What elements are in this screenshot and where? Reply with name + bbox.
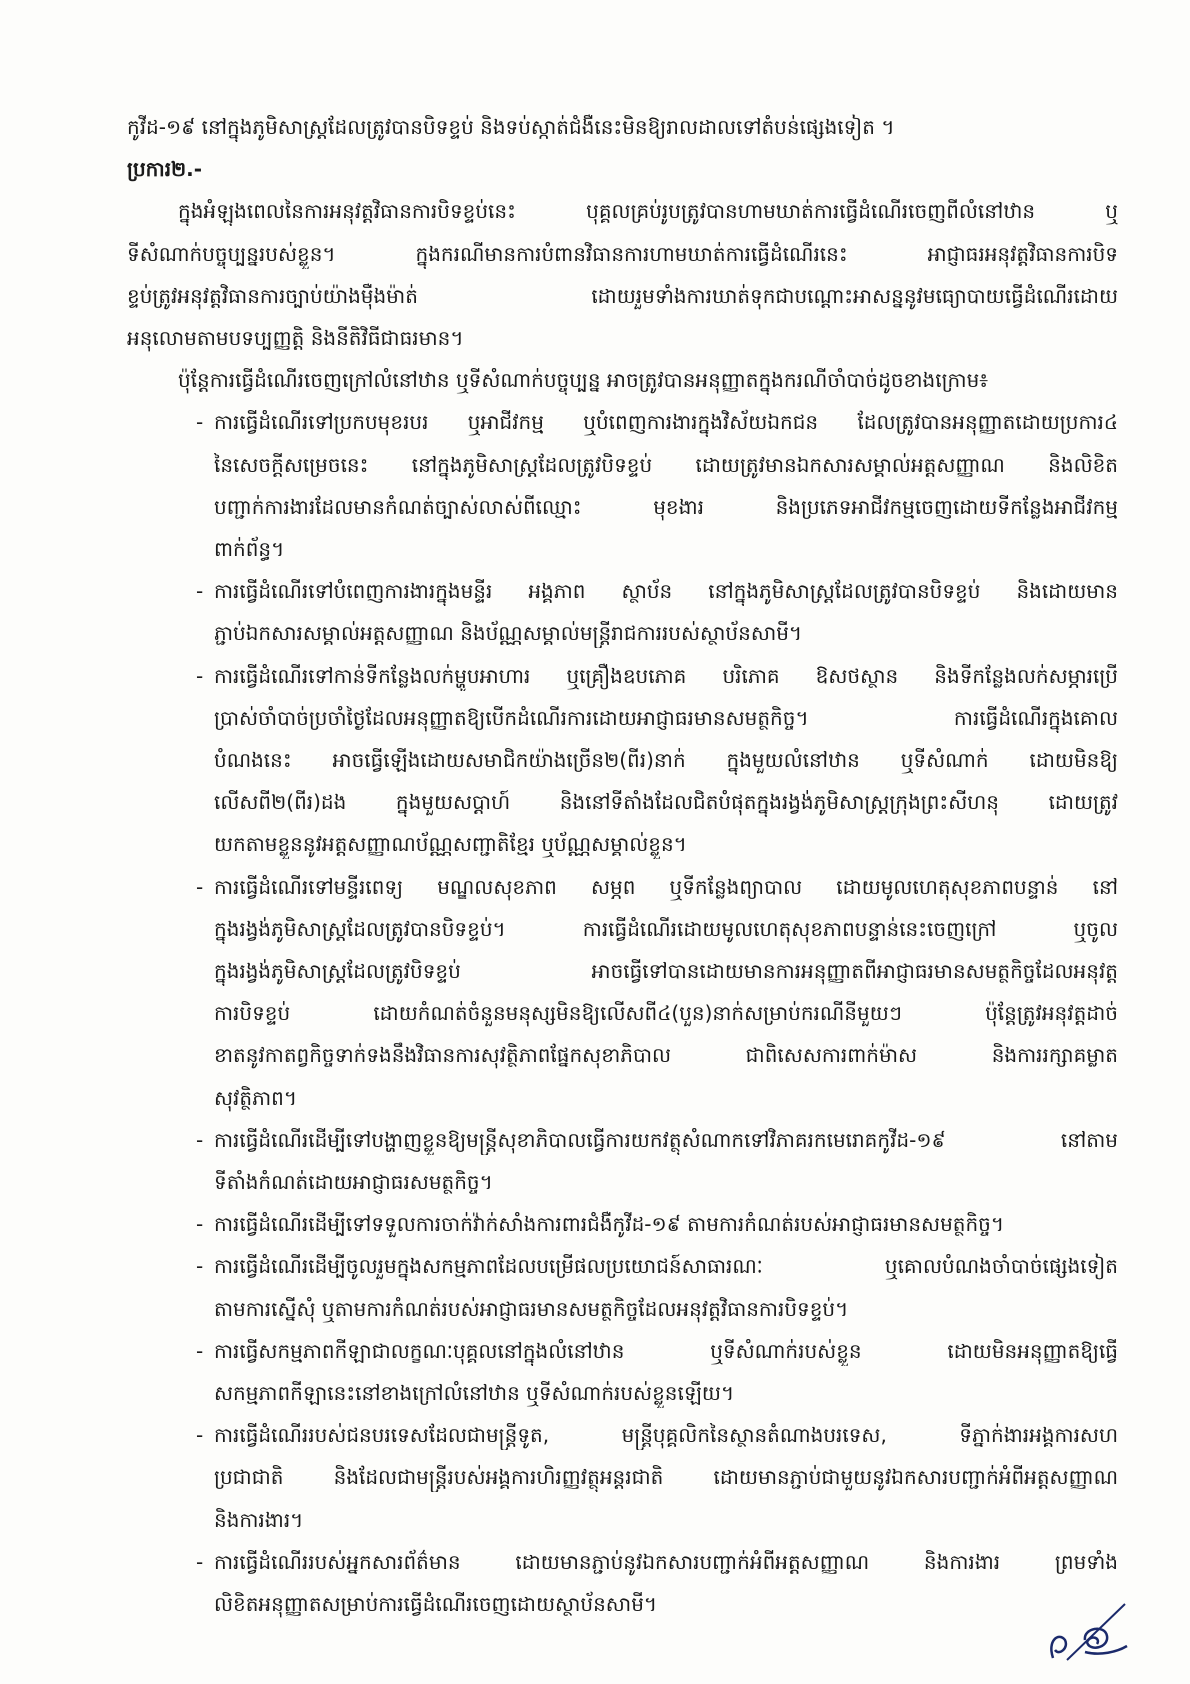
article-heading: ប្រការ២.-: [127, 157, 203, 182]
text-line: សុវត្ថិភាព។: [214, 1085, 298, 1110]
bullet-dash: -: [196, 1338, 204, 1363]
text-line: ប្រាស់ចាំបាច់ប្រចាំថ្ងៃដែលអនុញ្ញាតឱ្យបើកដំណើរការដោយអាជ្ញាធរមានសមត្ថកិច្ច។ ការធ្វើដំណើរក្នុងគោល: [214, 705, 1118, 730]
bullet-dash: -: [196, 1423, 204, 1448]
text-line: ការធ្វើដំណើររបស់ជនបរទេសដែលជាមន្ត្រីទូត, មន្ត្រីបុគ្គលិកនៃស្ថានតំណាងបរទេស, ទីភ្នាក់ងារអង្គការសហ: [214, 1423, 1118, 1448]
text-line: ការបិទខ្ទប់ ដោយកំណត់ចំនួនមនុស្សមិនឱ្យលើសពី៤(បួន)នាក់សម្រាប់ករណីនីមួយៗ ប៉ុន្តែត្រូវអនុវត្តដាច់: [214, 1001, 1118, 1026]
text-line: ប៉ុន្តែការធ្វើដំណើរចេញក្រៅលំនៅឋាន ឬទីសំណាក់បច្ចុប្បន្ន អាចត្រូវបានអនុញ្ញាតក្នុងករណីចាំបាច់ដូចខាងក្រោម៖: [178, 368, 989, 393]
text-line: ការធ្វើដំណើរទៅមន្ទីរពេទ្យ មណ្ឌលសុខភាព សម្ភព ឬទីកន្លែងព្យាបាល ដោយមូលហេតុសុខភាពបន្ទាន់ នៅ: [214, 874, 1118, 899]
text-line: សកម្មភាពកីឡានេះនៅខាងក្រៅលំនៅឋាន ឬទីសំណាក់របស់ខ្លួនឡើយ។: [214, 1381, 735, 1405]
text-line: លើសពី២(ពីរ)ដង ក្នុងមួយសប្ដាហ៍ និងនៅទីតាំងដែលជិតបំផុតក្នុងរង្វង់ភូមិសាស្ត្រក្រុងព្រះសីហនុ ដោយត្រូវ: [214, 790, 1118, 815]
text-line: អនុលោមតាមបទប្បញ្ញត្តិ និងនីតិវិធីជាធរមាន។: [127, 326, 464, 350]
bullet-dash: -: [196, 410, 204, 435]
bullet-dash: -: [196, 1127, 204, 1152]
text-line: កូវីដ-១៩ នៅក្នុងភូមិសាស្ត្រដែលត្រូវបានបិទខ្ទប់ និងទប់ស្កាត់ជំងឺនេះមិនឱ្យរាលដាលទៅតំបន់ផ្សេងទៀត ។: [127, 115, 895, 139]
bullet-dash: -: [196, 874, 204, 899]
handwritten-signature: [1045, 1600, 1135, 1665]
text-line: ការធ្វើដំណើរទៅបំពេញការងារក្នុងមន្ទីរ អង្គភាព ស្ថាប័ន នៅក្នុងភូមិសាស្ត្រដែលត្រូវបានបិទខ្ទប់ និងដោយមាន: [214, 579, 1118, 604]
bullet-dash: -: [196, 663, 204, 688]
text-line: និងការងារ។: [214, 1507, 304, 1532]
text-line: ខ្ទប់ត្រូវអនុវត្តវិធានការច្បាប់យ៉ាងម៉ឺងម៉ាត់ ដោយរួមទាំងការឃាត់ទុកជាបណ្ដោះអាសន្ននូវមធ្យោបាយធ្វើដំណើរដោយ: [127, 283, 1118, 308]
text-line: ការធ្វើដំណើរដើម្បីចូលរួមក្នុងសកម្មភាពដែលបម្រើផលប្រយោជន៍សាធារណៈ ឬគោលបំណងចាំបាច់ផ្សេងទៀត: [214, 1254, 1118, 1279]
text-line: តាមការស្នើសុំ ឬតាមការកំណត់របស់អាជ្ញាធរមានសមត្ថកិច្ចដែលអនុវត្តវិធានការបិទខ្ទប់។: [214, 1296, 849, 1321]
bullet-dash: -: [196, 579, 204, 604]
text-line: ទីសំណាក់បច្ចុប្បន្នរបស់ខ្លួន។ ក្នុងករណីមានការបំពានវិធានការហាមឃាត់ការធ្វើដំណើរនេះ អាជ្ញាធរអនុវត្តវិធានការបិទ: [127, 241, 1118, 266]
text-line: បញ្ជាក់ការងារដែលមានកំណត់ច្បាស់លាស់ពីឈ្មោះ មុខងារ និងប្រភេទអាជីវកម្មចេញដោយទីកន្លែងអាជីវកម្ម: [214, 494, 1118, 519]
text-line: ការធ្វើដំណើររបស់អ្នកសារព័ត៌មាន ដោយមានភ្ជាប់នូវឯកសារបញ្ជាក់អំពីអត្តសញ្ញាណ និងការងារ ព្រមទាំង: [214, 1549, 1118, 1574]
text-line: ការធ្វើដំណើរដើម្បីទៅទទួលការចាក់វ៉ាក់សាំងការពារជំងឺកូវីដ-១៩ តាមការកំណត់របស់អាជ្ញាធរមានសមត្ថកិច្ច។: [214, 1212, 1005, 1237]
text-line: ការធ្វើដំណើរទៅប្រកបមុខរបរ ឬអាជីវកម្ម ឬបំពេញការងារក្នុងវិស័យឯកជន ដែលត្រូវបានអនុញ្ញាតដោយប្រការ៤: [214, 410, 1118, 435]
text-line: បំណងនេះ អាចធ្វើឡើងដោយសមាជិកយ៉ាងច្រើន២(ពីរ)នាក់ ក្នុងមួយលំនៅឋាន ឬទីសំណាក់ ដោយមិនឱ្យ: [214, 748, 1118, 772]
text-line: នៃសេចក្ដីសម្រេចនេះ នៅក្នុងភូមិសាស្ត្រដែលត្រូវបិទខ្ទប់ ដោយត្រូវមានឯកសារសម្គាល់អត្តសញ្ញាណ និងលិខិត: [214, 452, 1118, 477]
text-line: ភ្ជាប់ឯកសារសម្គាល់អត្តសញ្ញាណ និងប័ណ្ណសម្គាល់មន្ត្រីរាជការរបស់ស្ថាប័នសាមី។: [214, 621, 803, 646]
text-line: ខាតនូវកាតព្វកិច្ចទាក់ទងនឹងវិធានការសុវត្ថិភាពផ្នែកសុខាភិបាល ជាពិសេសការពាក់ម៉ាស និងការរក្សាគម្លាត: [214, 1043, 1118, 1068]
text-line: ការធ្វើសកម្មភាពកីឡាជាលក្ខណៈបុគ្គលនៅក្នុងលំនៅឋាន ឬទីសំណាក់របស់ខ្លួន ដោយមិនអនុញ្ញាតឱ្យធ្វើ: [214, 1338, 1118, 1363]
bullet-dash: -: [196, 1549, 204, 1574]
text-line: លិខិតអនុញ្ញាតសម្រាប់ការធ្វើដំណើរចេញដោយស្ថាប័នសាមី។: [214, 1592, 658, 1616]
text-line: ទីតាំងកំណត់ដោយអាជ្ញាធរសមត្ថកិច្ច។: [214, 1170, 493, 1194]
bullet-dash: -: [196, 1212, 204, 1237]
text-line: ប្រជាជាតិ និងដែលជាមន្ត្រីរបស់អង្គការហិរញ្ញវត្ថុអន្តរជាតិ ដោយមានភ្ជាប់ជាមួយនូវឯកសារបញ្ជាក់អំពីអត្តសញ្ញាណ: [214, 1465, 1118, 1490]
text-line: ក្នុងរង្វង់ភូមិសាស្ត្រដែលត្រូវបានបិទខ្ទប់។ ការធ្វើដំណើរដោយមូលហេតុសុខភាពបន្ទាន់នេះចេញក្រៅ ឬចូល: [214, 916, 1118, 941]
text-line: ពាក់ព័ន្ធ។: [214, 537, 285, 561]
text-line: យកតាមខ្លួននូវអត្តសញ្ញាណប័ណ្ណសញ្ជាតិខ្មែរ ឬប័ណ្ណសម្គាល់ខ្លួន។: [214, 832, 687, 857]
bullet-dash: -: [196, 1254, 204, 1279]
text-line: ការធ្វើដំណើរទៅកាន់ទីកន្លែងលក់ម្ហូបអាហារ ឬគ្រឿងឧបភោគ បរិភោគ ឱសថស្ថាន និងទីកន្លែងលក់សម្ភារប្រើ: [214, 663, 1118, 688]
text-line: ក្នុងអំឡុងពេលនៃការអនុវត្តវិធានការបិទខ្ទប់នេះ បុគ្គលគ្រប់រូបត្រូវបានហាមឃាត់ការធ្វើដំណើរចេញពីលំនៅឋាន ឬ: [178, 199, 1118, 224]
text-line: ការធ្វើដំណើរដើម្បីទៅបង្ហាញខ្លួនឱ្យមន្ត្រីសុខាភិបាលធ្វើការយកវត្ថុសំណាកទៅវិភាគរកមេរោគកូវីដ-១៩ នៅតាម: [214, 1127, 1118, 1152]
text-line: ក្នុងរង្វង់ភូមិសាស្ត្រដែលត្រូវបិទខ្ទប់ អាចធ្វើទៅបានដោយមានការអនុញ្ញាតពីអាជ្ញាធរមានសមត្ថកិច្ចដែលអនុវត្ត: [214, 959, 1118, 983]
